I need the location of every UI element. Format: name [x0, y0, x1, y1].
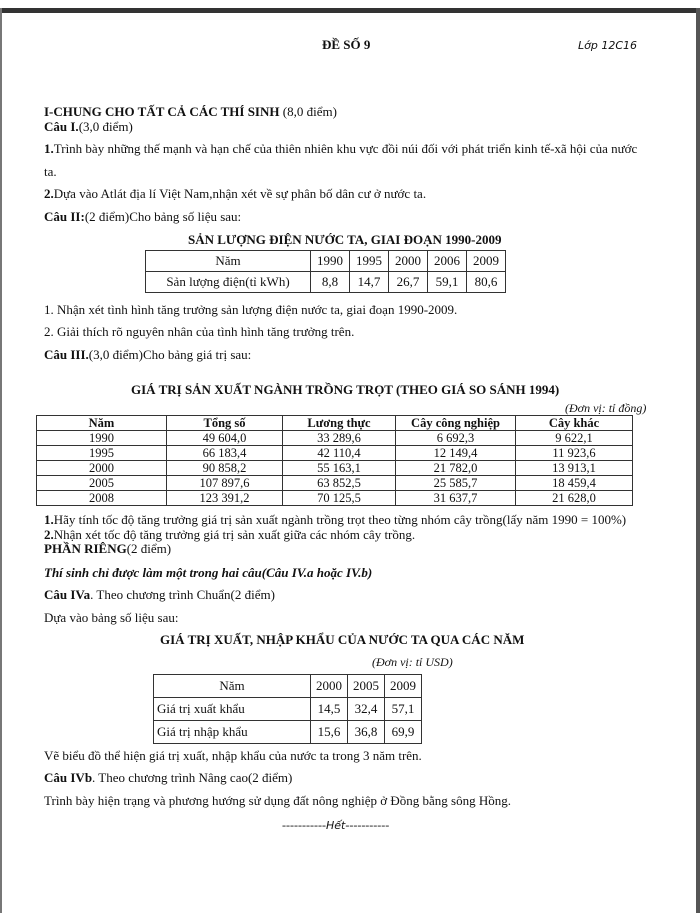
q3-cell: 66 183,4 — [167, 446, 283, 461]
q3-cell: 90 858,2 — [167, 461, 283, 476]
q3-cell: 1995 — [37, 446, 167, 461]
q3-cell: 11 923,6 — [516, 446, 633, 461]
table-row — [37, 461, 633, 476]
q3-task1 — [44, 512, 626, 528]
q3-task2-text: Nhận xét tốc độ tăng trưởng giá trị sản xuất giữa các nhóm cây trồng. — [53, 527, 416, 542]
q4a-year: 2009 — [385, 675, 422, 698]
q3-cell: 2000 — [37, 461, 167, 476]
q3-cell: 9 622,1 — [516, 431, 633, 446]
q4a-cell: 69,9 — [385, 721, 422, 744]
q1-item2-text: Dựa vào Atlát địa lí Việt Nam,nhận xét về sự phân bố dân cư ở nước ta. — [53, 186, 427, 201]
table-row — [154, 721, 422, 744]
q3-cell: 1990 — [37, 431, 167, 446]
q3-unit: (Đơn vị: tỉ đồng) — [565, 401, 647, 415]
q4b-label: Câu IVb — [44, 770, 93, 785]
q4a-cell: 36,8 — [348, 721, 385, 744]
q4a-cell: 57,1 — [385, 698, 422, 721]
q4a-task: Vẽ biểu đồ thể hiện giá trị xuất, nhập khẩu của nước ta trong 3 năm trên. — [44, 748, 422, 763]
q2-table-row-years — [146, 251, 506, 272]
q4a-table-header-row — [154, 675, 422, 698]
q2-task2: 2. Giải thích rõ nguyên nhân của tình hình tăng trưởng trên. — [44, 324, 355, 339]
q3-table — [36, 415, 633, 506]
q2-header — [44, 209, 241, 225]
q1-item1-cont: ta. — [44, 164, 57, 179]
q3-cell: 13 913,1 — [516, 461, 633, 476]
end-dash-right: ----------- — [345, 818, 390, 832]
q3-col-header: Cây khác — [516, 416, 633, 431]
part1-heading-points: (8,0 điểm) — [279, 104, 337, 119]
q2-value: 59,1 — [428, 272, 467, 293]
q2-row-header: Năm — [146, 251, 311, 272]
part2-heading-text: PHẦN RIÊNG — [44, 541, 127, 556]
q1-label: Câu I. — [44, 119, 79, 134]
q4a-year: 2005 — [348, 675, 385, 698]
q1-item2-num: 2. — [44, 186, 54, 201]
q4b-text: . Theo chương trình Nâng cao(2 điểm) — [92, 770, 293, 785]
q4b-task: Trình bày hiện trạng và phương hướng sử dụng đất nông nghiệp ở Đồng bằng sông Hồng. — [44, 793, 511, 808]
q4a-intro: Dựa vào bảng số liệu sau: — [44, 610, 179, 625]
q4a-cell: 32,4 — [348, 698, 385, 721]
q3-header — [44, 347, 251, 363]
q3-cell: 107 897,6 — [167, 476, 283, 491]
right-border — [696, 8, 700, 913]
q4a-cell: 15,6 — [311, 721, 348, 744]
q2-table-row-values — [146, 272, 506, 293]
left-border — [0, 8, 2, 913]
q3-label: Câu III. — [44, 347, 89, 362]
table-row — [37, 431, 633, 446]
q3-cell: 31 637,7 — [396, 491, 516, 506]
q1-points: (3,0 điểm) — [78, 119, 133, 134]
part1-heading-text: I-CHUNG CHO TẤT CẢ CÁC THÍ SINH — [44, 104, 280, 119]
table-row — [37, 491, 633, 506]
q2-task1: 1. Nhận xét tình hình tăng trưởng sản lượng điện nước ta, giai đoạn 1990-2009. — [44, 302, 458, 317]
end-marker — [282, 818, 389, 833]
end-dash-left: ----------- — [282, 818, 326, 832]
class-note-handwritten: Lớp 12C16 — [578, 39, 638, 52]
q2-year: 2006 — [428, 251, 467, 272]
q3-col-header: Cây công nghiệp — [396, 416, 516, 431]
q3-cell: 33 289,6 — [283, 431, 396, 446]
q3-task1-num: 1. — [44, 512, 54, 527]
q2-table — [145, 250, 506, 293]
q3-task1-text: Hãy tính tốc độ tăng trưởng giá trị sản xuất ngành trồng trọt theo từng nhóm cây trồng(lấy năm 1990 = 100%) — [53, 512, 627, 527]
q3-col-header: Lương thực — [283, 416, 396, 431]
q3-intro: (3,0 điểm)Cho bảng giá trị sau: — [88, 347, 252, 362]
q3-col-header: Tổng số — [167, 416, 283, 431]
q3-cell: 70 125,5 — [283, 491, 396, 506]
part1-heading — [44, 104, 337, 120]
q2-value: 26,7 — [389, 272, 428, 293]
q2-value: 14,7 — [350, 272, 389, 293]
q4a-table — [153, 674, 422, 744]
q3-cell: 25 585,7 — [396, 476, 516, 491]
q4b-header — [44, 770, 292, 786]
q2-value: 80,6 — [467, 272, 506, 293]
q4a-row-label: Giá trị nhập khẩu — [154, 721, 311, 744]
q3-cell: 12 149,4 — [396, 446, 516, 461]
q2-year: 2009 — [467, 251, 506, 272]
q3-table-title: GIÁ TRỊ SẢN XUẤT NGÀNH TRỒNG TRỌT (THEO GIÁ SO SÁNH 1994) — [131, 382, 560, 397]
q3-table-header-row — [37, 416, 633, 431]
q4a-unit: (Đơn vị: tỉ USD) — [372, 655, 453, 669]
table-row — [154, 698, 422, 721]
part2-instruction: Thí sinh chỉ được làm một trong hai câu(Câu IV.a hoặc IV.b) — [44, 565, 373, 580]
q2-row-label: Sản lượng điện(tỉ kWh) — [146, 272, 311, 293]
q4a-text: . Theo chương trình Chuẩn(2 điểm) — [90, 587, 275, 602]
part2-heading-points: (2 điểm) — [126, 541, 172, 556]
q1-item1-num: 1. — [44, 141, 54, 156]
q2-year: 1990 — [311, 251, 350, 272]
q2-year: 2000 — [389, 251, 428, 272]
q2-intro: (2 điểm)Cho bảng số liệu sau: — [84, 209, 242, 224]
q4a-label: Câu IVa — [44, 587, 91, 602]
q3-cell: 55 163,1 — [283, 461, 396, 476]
q1-header — [44, 119, 133, 135]
q4a-year: 2000 — [311, 675, 348, 698]
table-row — [37, 446, 633, 461]
q4a-cell: 14,5 — [311, 698, 348, 721]
q2-value: 8,8 — [311, 272, 350, 293]
q1-item1-text: Trình bày những thế mạnh và hạn chế của thiên nhiên khu vực đồi núi đối với phát triển kinh tế-xã hội của nước — [53, 141, 638, 156]
q1-item2 — [44, 186, 426, 202]
q2-table-title: SẢN LƯỢNG ĐIỆN NƯỚC TA, GIAI ĐOẠN 1990-2009 — [188, 232, 502, 247]
q3-col-header: Năm — [37, 416, 167, 431]
q3-cell: 63 852,5 — [283, 476, 396, 491]
q1-item1 — [44, 141, 637, 157]
q4a-row-header: Năm — [154, 675, 311, 698]
q3-cell: 42 110,4 — [283, 446, 396, 461]
q3-cell: 123 391,2 — [167, 491, 283, 506]
q3-cell: 6 692,3 — [396, 431, 516, 446]
q3-cell: 18 459,4 — [516, 476, 633, 491]
q3-cell: 21 782,0 — [396, 461, 516, 476]
q4a-row-label: Giá trị xuất khẩu — [154, 698, 311, 721]
q3-cell: 21 628,0 — [516, 491, 633, 506]
q2-label: Câu II: — [44, 209, 85, 224]
top-border — [0, 8, 700, 13]
q4a-table-title: GIÁ TRỊ XUẤT, NHẬP KHẨU CỦA NƯỚC TA QUA CÁC NĂM — [160, 632, 525, 647]
q3-cell: 2008 — [37, 491, 167, 506]
q3-cell: 49 604,0 — [167, 431, 283, 446]
q3-task2-num: 2. — [44, 527, 54, 542]
q3-cell: 2005 — [37, 476, 167, 491]
exam-title: ĐỀ SỐ 9 — [322, 37, 371, 52]
q2-year: 1995 — [350, 251, 389, 272]
part2-heading — [44, 541, 171, 557]
q4a-header — [44, 587, 275, 603]
end-word: Hết — [325, 819, 346, 832]
table-row — [37, 476, 633, 491]
